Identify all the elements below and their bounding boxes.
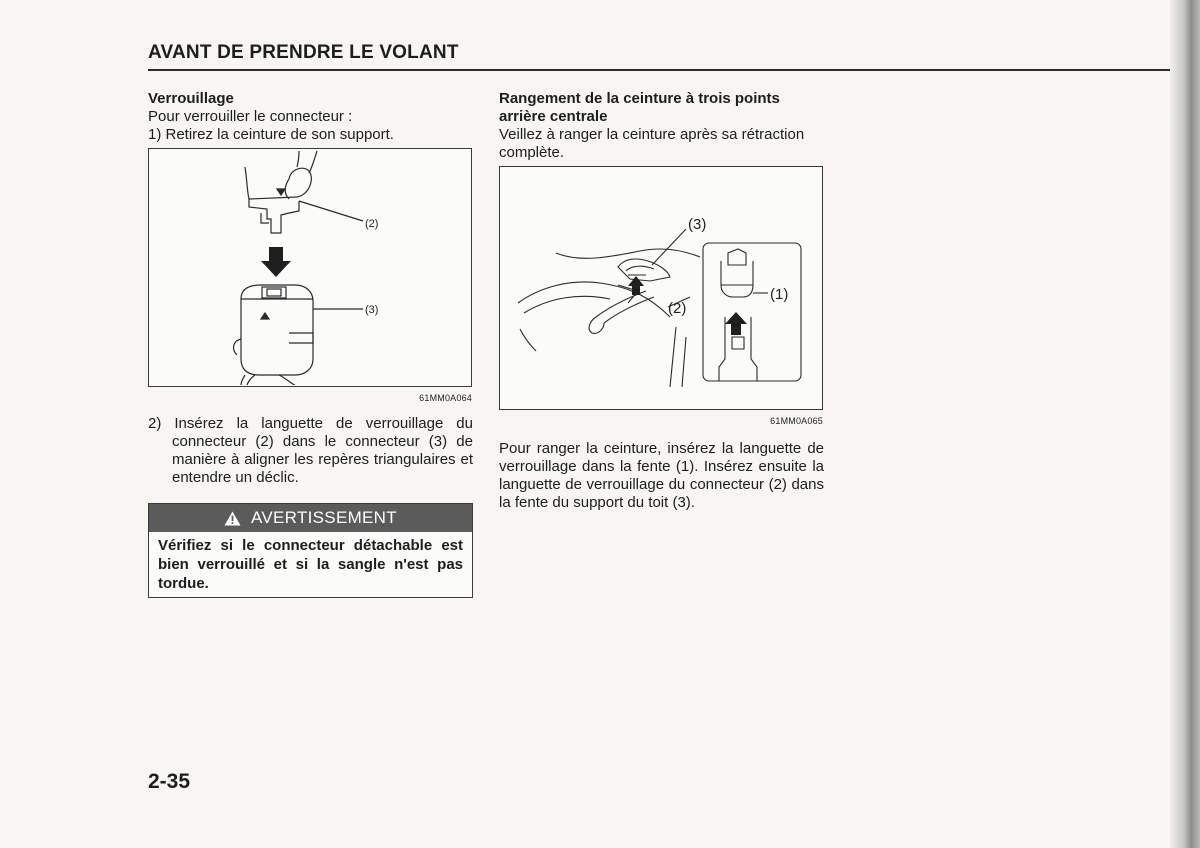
label-3: (3) bbox=[365, 304, 379, 316]
header-rule bbox=[148, 69, 1170, 71]
step-2: 2) Insérez la languette de verrouillage du connecteur (2) dans le connecteur (3) de manière à aligner les repères triangulaires et entendre un déclic. bbox=[148, 415, 473, 486]
figure-belt-storage bbox=[499, 166, 823, 410]
arrow-icon bbox=[261, 247, 291, 277]
figure-code: 61MM0A065 bbox=[770, 416, 823, 426]
label-2: (2) bbox=[365, 218, 379, 230]
right-heading: Rangement de la ceinture à trois points arrière centrale bbox=[499, 90, 780, 125]
right-column bbox=[499, 90, 824, 512]
belt-storage-illustration bbox=[500, 167, 821, 408]
label-2: (2) bbox=[668, 300, 687, 317]
section-title: AVANT DE PRENDRE LE VOLANT bbox=[148, 42, 459, 63]
right-intro: Veillez à ranger la ceinture après sa rétraction complète. bbox=[499, 126, 805, 161]
step-1: 1) Retirez la ceinture de son support. bbox=[148, 126, 394, 143]
label-1: (1) bbox=[770, 286, 789, 303]
connector-illustration bbox=[149, 149, 470, 385]
left-column bbox=[148, 90, 473, 598]
warning-title: AVERTISSEMENT bbox=[251, 508, 397, 527]
warning-box bbox=[148, 503, 473, 598]
left-intro: Pour verrouiller le connecteur : bbox=[148, 108, 353, 125]
figure-code: 61MM0A064 bbox=[419, 393, 472, 403]
page-number: 2-35 bbox=[148, 770, 191, 793]
warning-text: Vérifiez si le connecteur détachable est bien verrouillé et si la sangle n'est pas tordue. bbox=[158, 537, 463, 592]
warning-header bbox=[149, 504, 472, 532]
figure-connector-lock bbox=[148, 148, 472, 387]
left-heading: Verrouillage bbox=[148, 90, 234, 107]
warning-triangle-icon bbox=[224, 511, 241, 526]
page-edge-shadow bbox=[1170, 0, 1200, 848]
storage-paragraph: Pour ranger la ceinture, insérez la languette de verrouillage dans la fente (1). Insérez ensuite la languette de verrouillage du connecteur (2) dans la fente du support du toit (3). bbox=[499, 440, 824, 511]
label-3: (3) bbox=[688, 216, 707, 233]
